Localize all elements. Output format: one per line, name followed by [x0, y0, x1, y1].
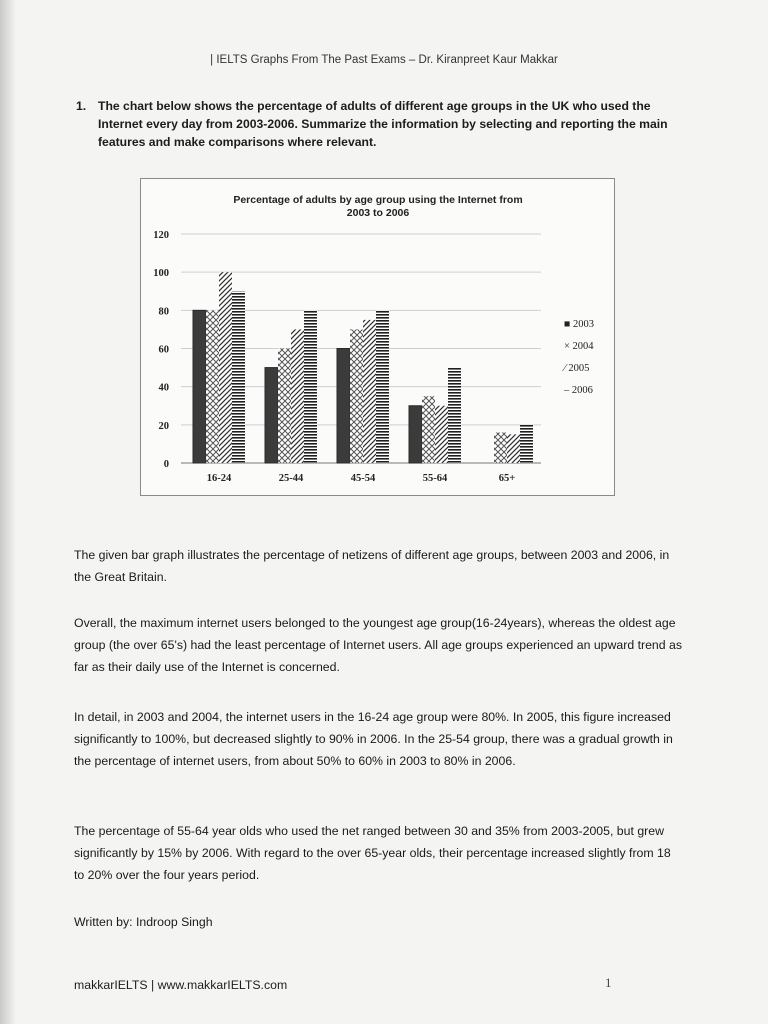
chart-title-line1: Percentage of adults by age group using the Internet from	[233, 194, 523, 206]
x-tick-label: 65+	[498, 473, 516, 484]
bar-2005-25-44	[291, 329, 304, 463]
bar-2005-16-24	[219, 272, 232, 463]
y-tick-label: 0	[163, 459, 169, 470]
bar-2006-45-54	[376, 310, 389, 463]
bar-2006-55-64	[448, 368, 461, 463]
bar-2004-16-24	[206, 310, 219, 463]
bar-2004-25-44	[278, 349, 291, 464]
y-tick-label: 120	[153, 230, 169, 241]
question-number: 1.	[76, 99, 87, 113]
paragraph-detail-2: The percentage of 55-64 year olds who used the net ranged between 30 and 35% from 2003-2005, but grew significantly by 15% by 2006. With regard to the over 65-year olds, their percentage increased slightly from 18 to 20% over the four years period.	[74, 824, 671, 882]
page-header: | IELTS Graphs From The Past Exams – Dr. Kiranpreet Kaur Makkar	[210, 54, 558, 66]
y-tick-label: 100	[153, 268, 169, 280]
y-tick-label: 20	[158, 420, 169, 432]
bar-2005-55-64	[435, 406, 448, 463]
bar-2003-55-64	[409, 406, 422, 463]
page-edge-shadow	[0, 0, 16, 1024]
bar-2003-25-44	[265, 368, 278, 463]
question-text: The chart below shows the percentage of adults of different age groups in the UK who used the Internet every day from 2003-2006. Summarize the information by selecting and reporting the main features and make comparisons where relevant.	[98, 99, 668, 149]
legend-entry-2004: × 2004	[564, 341, 594, 352]
chart-title-line2: 2003 to 2006	[346, 207, 410, 219]
bar-chart	[140, 178, 615, 496]
x-tick-label: 45-54	[350, 473, 376, 484]
question-block	[76, 97, 696, 151]
paragraph-intro: The given bar graph illustrates the percentage of netizens of different age groups, between 2003 and 2006, in the Great Britain.	[74, 548, 670, 584]
author-line: Written by: Indroop Singh	[74, 915, 213, 929]
footer-website: makkarIELTS | www.makkarIELTS.com	[74, 978, 288, 992]
bar-2005-45-54	[363, 320, 376, 463]
x-tick-label: 25-44	[278, 473, 304, 484]
paragraph-overview: Overall, the maximum internet users belonged to the youngest age group(16-24years), whereas the oldest age group (the over 65's) had the least percentage of Internet users. All age groups experienced an upward trend as far as their daily use of the Internet is concerned.	[74, 616, 683, 674]
y-tick-label: 60	[158, 344, 169, 356]
bar-2006-65+	[520, 425, 533, 463]
bar-chart-svg	[141, 179, 614, 495]
bar-2003-16-24	[193, 310, 206, 463]
bar-2004-65+	[494, 432, 507, 463]
legend-entry-2003: ■ 2003	[564, 319, 594, 330]
x-tick-label: 55-64	[422, 473, 448, 484]
bar-2005-65+	[507, 434, 520, 463]
bar-2006-16-24	[232, 291, 245, 463]
x-tick-label: 16-24	[206, 473, 232, 484]
bar-2004-45-54	[350, 329, 363, 463]
paragraph-detail-1: In detail, in 2003 and 2004, the internet users in the 16-24 age group were 80%. In 2005, this figure increased significantly to 100%, but decreased slightly to 90% in 2006. In the 25-54 group, there was a gradual growth in the percentage of internet users, from about 50% to 60% in 2003 to 80% in 2006.	[74, 710, 673, 768]
y-tick-label: 40	[158, 382, 169, 394]
legend-entry-2006: – 2006	[564, 385, 593, 396]
y-tick-label: 80	[158, 306, 169, 318]
bar-2006-25-44	[304, 310, 317, 463]
legend-entry-2005: ⁄ 2005	[564, 363, 590, 374]
bar-2003-45-54	[337, 349, 350, 464]
page-number: 1	[605, 975, 612, 990]
bar-2004-55-64	[422, 396, 435, 463]
